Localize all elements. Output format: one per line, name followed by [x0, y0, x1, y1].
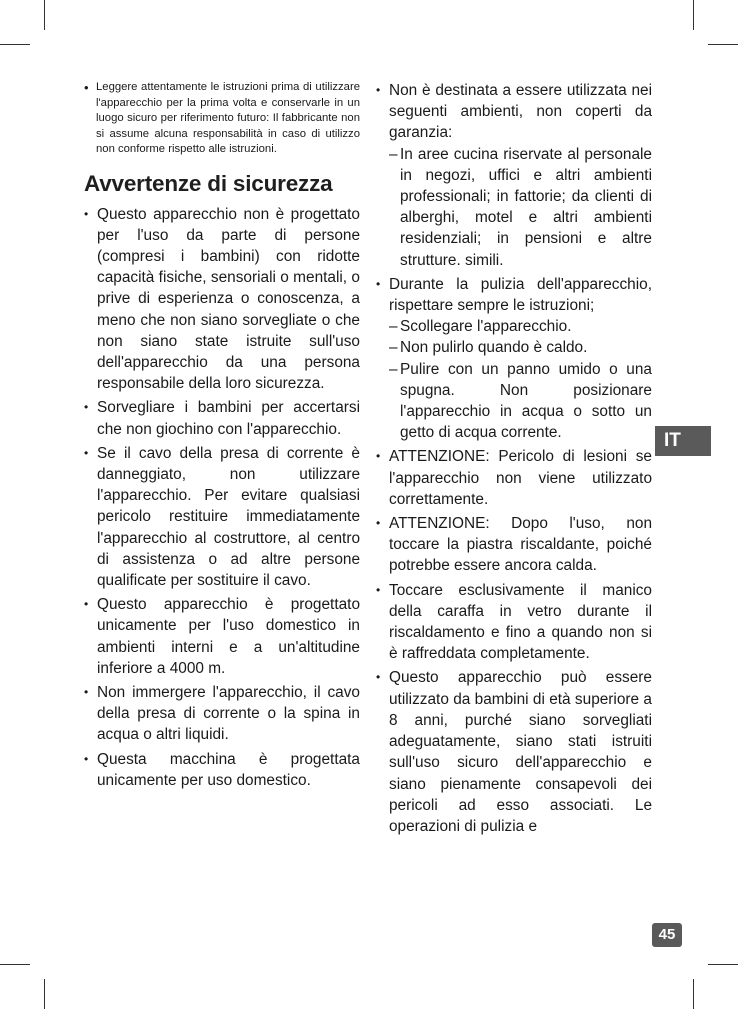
safety-list-left [84, 204, 360, 791]
intro-item: • Leggere attentamente le istruzioni prima di utilizzare l'apparecchio per la prima volta e conservarle in un luogo sicuro per riferimento futuro: Il fabbricante non si assume alcuna responsabilità in caso di utilizzo non conforme rispetto alle istruzioni. [84, 80, 360, 158]
safety-item: • Non immergere l'apparecchio, il cavo della presa di corrente o la spina in acqua o altri liquidi. [84, 682, 360, 746]
safety-item: • Questo apparecchio è progettato unicamente per l'uso domestico in ambienti interni e a un'altitudine inferiore a 4000 m. [84, 594, 360, 679]
crop-mark [693, 979, 694, 1009]
crop-mark [693, 0, 694, 30]
sub-item: – Scollegare l'apparecchio. [389, 316, 652, 337]
safety-item: • ATTENZIONE: Pericolo di lesioni se l'apparecchio non viene utilizzato correttamente. [376, 446, 652, 510]
language-tab: IT [655, 426, 711, 456]
crop-mark [44, 979, 45, 1009]
page-number: 45 [652, 923, 682, 947]
section-title: Avvertenze di sicurezza [84, 170, 333, 196]
left-column [84, 80, 360, 794]
safety-item: • Questa macchina è progettata unicamente per uso domestico. [84, 749, 360, 791]
safety-item [376, 80, 652, 271]
safety-item-text: • Durante la pulizia dell'apparecchio, rispettare sempre le istruzioni; [389, 275, 652, 315]
safety-item: • Questo apparecchio non è progettato per l'uso da parte di persone (compresi i bambini) con ridotte capacità fisiche, sensoriali o mentali, o prive di esperienza o conoscenza, a meno che non siano sorvegliate o che non siano state istruite sull'uso dell'apparecchio da una persona responsabile della loro sicurezza. [84, 204, 360, 395]
sub-list [389, 316, 652, 443]
crop-mark [708, 44, 738, 45]
safety-item: • Sorvegliare i bambini per accertarsi che non giochino con l'apparecchio. [84, 397, 360, 439]
crop-mark [708, 964, 738, 965]
crop-mark [44, 0, 45, 30]
intro-list [84, 80, 360, 158]
safety-item [376, 274, 652, 444]
sub-item: – Non pulirlo quando è caldo. [389, 337, 652, 358]
safety-item-text: • Non è destinata a essere utilizzata nei seguenti ambienti, non coperti da garanzia: [389, 82, 652, 142]
safety-item: • ATTENZIONE: Dopo l'uso, non toccare la piastra riscaldante, poiché potrebbe essere ancora calda. [376, 513, 652, 577]
safety-item: • Toccare esclusivamente il manico della caraffa in vetro durante il riscaldamento e fino a quando non si è raffreddata completamente. [376, 580, 652, 665]
sub-list [389, 144, 652, 271]
safety-list-right [376, 80, 652, 837]
safety-item: • Questo apparecchio può essere utilizzato da bambini di età superiore a 8 anni, purché siano sorvegliati adeguatamente, siano stati istruiti sull'uso sicuro dell'apparecchio e siano pienamente consapevoli dei pericoli ad esso associati. Le operazioni di pulizia e [376, 667, 652, 837]
sub-item: – In aree cucina riservate al personale in negozi, uffici e altri ambienti professionali; in fattorie; da clienti di alberghi, motel e altri ambienti residenziali; in pensioni e altre strutture. simili. [389, 144, 652, 271]
crop-mark [0, 964, 30, 965]
sub-item: – Pulire con un panno umido o una spugna. Non posizionare l'apparecchio in acqua o sotto un getto di acqua corrente. [389, 359, 652, 444]
crop-mark [0, 44, 30, 45]
right-column [376, 80, 652, 840]
safety-item: • Se il cavo della presa di corrente è danneggiato, non utilizzare l'apparecchio. Per evitare qualsiasi pericolo restituire immediatamente l'apparecchio al costruttore, al centro di assistenza o ad altre persone qualificate per sostituire il cavo. [84, 443, 360, 591]
